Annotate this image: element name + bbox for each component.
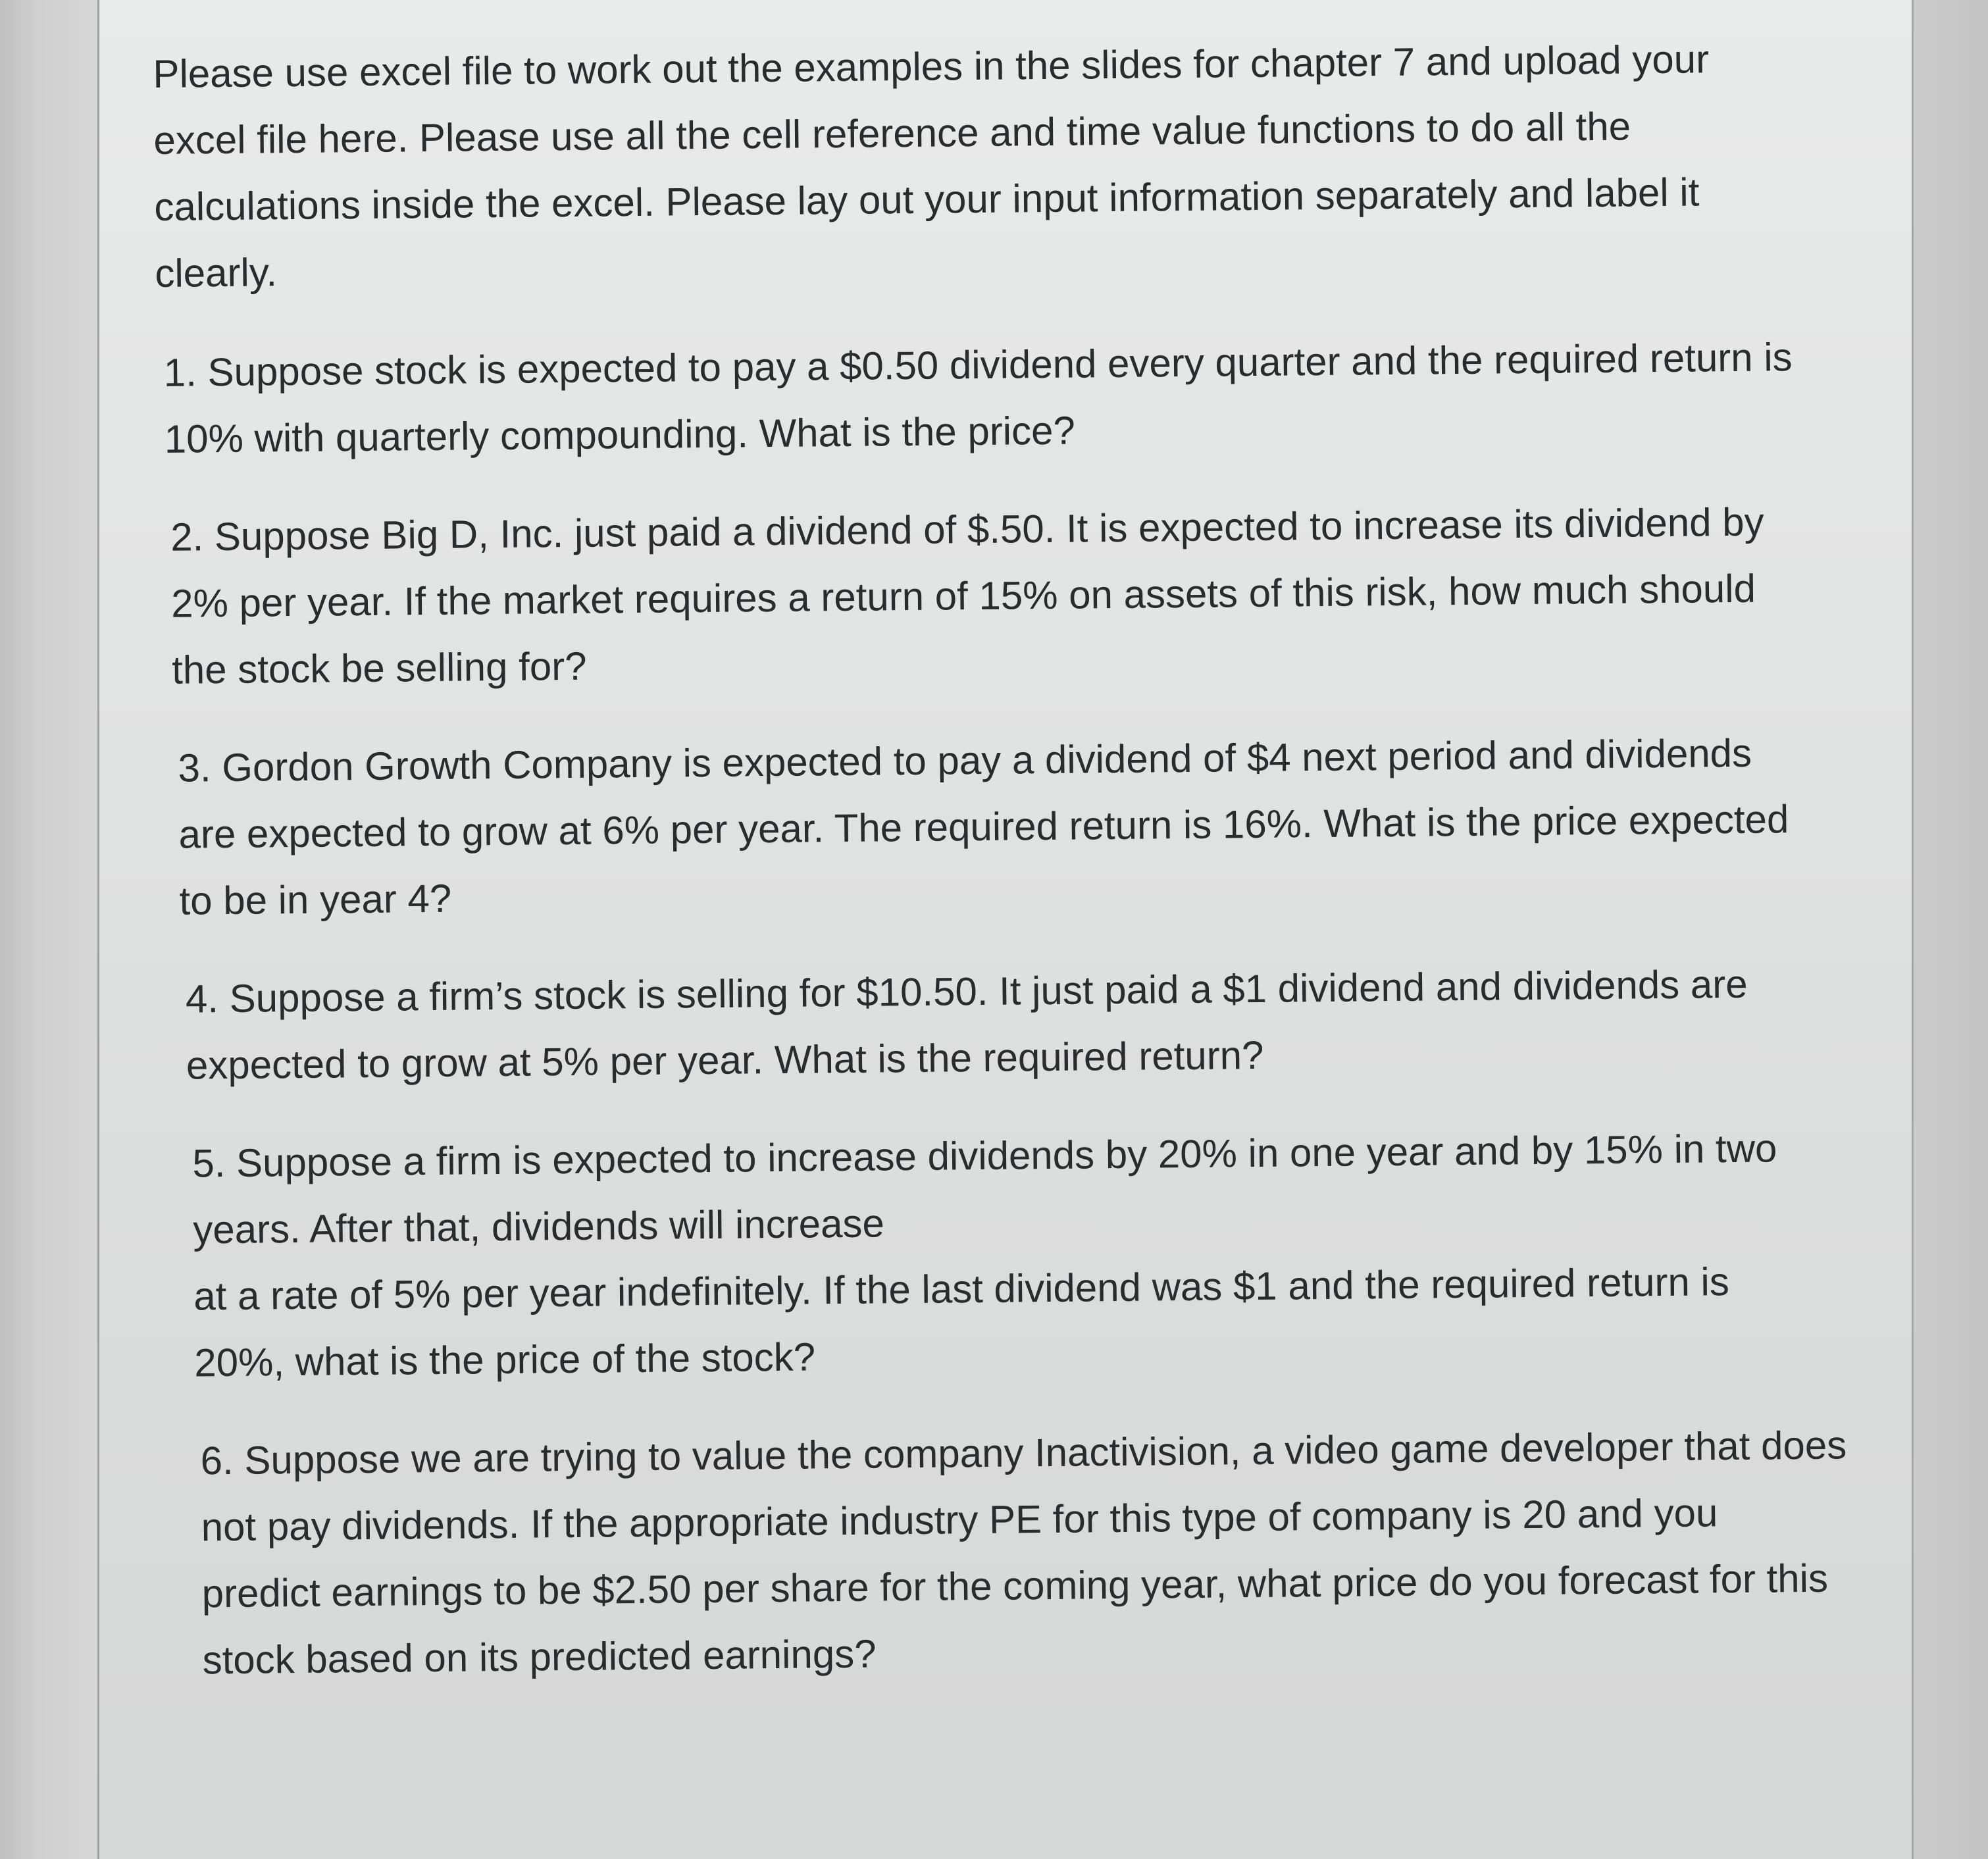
question-5 bbox=[163, 1113, 1972, 1396]
question-line: stock based on its predicted earnings? bbox=[202, 1631, 877, 1683]
question-line: 3. Gordon Growth Company is expected to pay a dividend of $4 next period and dividends bbox=[178, 730, 1752, 790]
question-line: predict earnings to be $2.50 per share for the coming year, what price do you forecast for this bbox=[201, 1556, 1829, 1616]
assignment-instructions bbox=[153, 24, 1853, 307]
question-line: to be in year 4? bbox=[179, 876, 452, 923]
question-line: expected to grow at 5% per year. What is the required return? bbox=[186, 1032, 1264, 1088]
question-line: 10% with quarterly compounding. What is the price? bbox=[164, 408, 1076, 461]
question-line: years. After that, dividends will increase bbox=[193, 1201, 885, 1252]
question-2 bbox=[157, 487, 1949, 703]
question-line: 5. Suppose a firm is expected to increase dividends by 20% in one year and by 15% in two bbox=[192, 1126, 1777, 1186]
instruction-line: calculations inside the excel. Please lay out your input information separately and label it bbox=[154, 170, 1700, 229]
screen-left-margin bbox=[0, 0, 97, 1859]
question-line: 6. Suppose we are trying to value the company Inactivision, a video game developer that does bbox=[200, 1423, 1847, 1483]
question-4 bbox=[161, 949, 1963, 1099]
question-line: 4. Suppose a firm’s stock is selling for $10.50. It just paid a $1 dividend and dividends are bbox=[185, 961, 1748, 1021]
question-1 bbox=[155, 322, 1941, 472]
question-line: at a rate of 5% per year indefinitely. If the last dividend was $1 and the required return is bbox=[193, 1260, 1730, 1319]
instruction-line: clearly. bbox=[155, 250, 278, 295]
instruction-line: Please use excel file to work out the examples in the slides for chapter 7 and upload your bbox=[153, 37, 1710, 96]
instruction-line: excel file here. Please use all the cell reference and time value functions to do all the bbox=[153, 104, 1631, 163]
question-line: 2% per year. If the market requires a return of 15% on assets of this risk, how much should bbox=[170, 566, 1756, 626]
question-line: not pay dividends. If the appropriate industry PE for this type of company is 20 and you bbox=[201, 1490, 1718, 1550]
assignment-text bbox=[153, 24, 1945, 1725]
question-line: the stock be selling for? bbox=[171, 644, 587, 692]
question-6 bbox=[166, 1410, 1979, 1693]
question-line: are expected to grow at 6% per year. The required return is 16%. What is the price expected bbox=[178, 797, 1789, 857]
question-3 bbox=[159, 718, 1956, 934]
question-line: 1. Suppose stock is expected to pay a $0.50 dividend every quarter and the required return is bbox=[163, 335, 1793, 395]
question-line: 2. Suppose Big D, Inc. just paid a dividend of $.50. It is expected to increase its dividend by bbox=[170, 499, 1764, 559]
question-line: 20%, what is the price of the stock? bbox=[193, 1335, 816, 1385]
